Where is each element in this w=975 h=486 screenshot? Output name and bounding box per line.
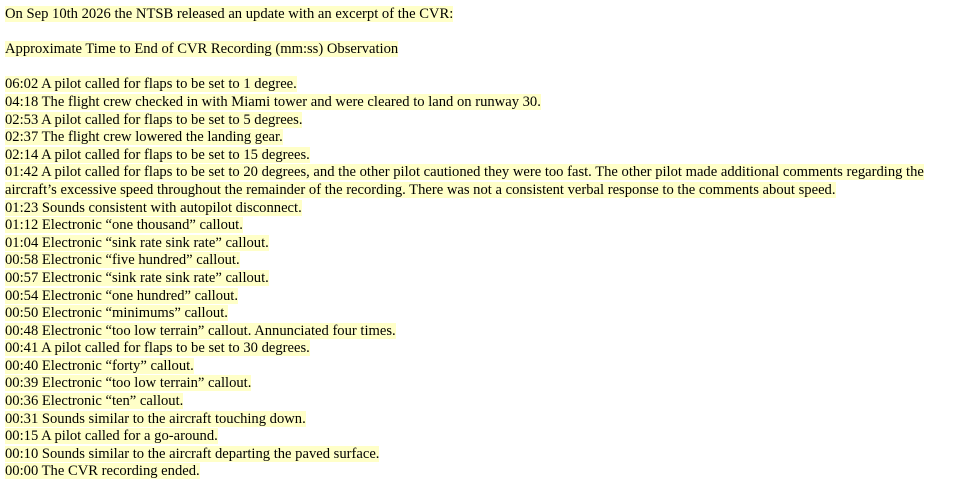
cvr-entries-list	[5, 76, 973, 481]
cvr-entry	[5, 375, 973, 393]
cvr-entry	[5, 217, 973, 235]
cvr-entry	[5, 235, 973, 253]
cvr-entry	[5, 164, 973, 199]
cvr-entry	[5, 358, 973, 376]
cvr-entry	[5, 129, 973, 147]
cvr-entry	[5, 446, 973, 464]
cvr-entry	[5, 112, 973, 130]
cvr-entry	[5, 428, 973, 446]
cvr-entry	[5, 411, 973, 429]
cvr-entry-text: 00:15 A pilot called for a go-around.	[5, 428, 218, 445]
cvr-entry	[5, 323, 973, 341]
heading-text: Approximate Time to End of CVR Recording (mm:ss) Observation	[5, 41, 399, 58]
cvr-entry	[5, 200, 973, 218]
intro-paragraph	[5, 6, 973, 24]
cvr-entry-text: 01:12 Electronic “one thousand” callout.	[5, 217, 243, 234]
table-heading	[5, 41, 973, 59]
cvr-entry	[5, 76, 973, 94]
cvr-entry	[5, 393, 973, 411]
cvr-entry-text: 00:00 The CVR recording ended.	[5, 463, 200, 480]
cvr-entry	[5, 147, 973, 165]
cvr-entry	[5, 463, 973, 481]
cvr-entry-text: 00:40 Electronic “forty” callout.	[5, 357, 194, 374]
cvr-entry-text: 00:31 Sounds similar to the aircraft touching down.	[5, 410, 306, 427]
cvr-entry	[5, 270, 973, 288]
cvr-entry-text: 00:50 Electronic “minimums” callout.	[5, 305, 228, 322]
cvr-entry-text: 02:14 A pilot called for flaps to be set to 15 degrees.	[5, 146, 310, 163]
cvr-entry-text: 04:18 The flight crew checked in with Miami tower and were cleared to land on runway 30.	[5, 93, 541, 110]
cvr-entry-text: 00:10 Sounds similar to the aircraft departing the paved surface.	[5, 445, 380, 462]
cvr-entry-text: 01:04 Electronic “sink rate sink rate” callout.	[5, 234, 269, 251]
cvr-entry-text: 06:02 A pilot called for flaps to be set to 1 degree.	[5, 76, 297, 93]
cvr-entry-text: 00:41 A pilot called for flaps to be set to 30 degrees.	[5, 340, 310, 357]
cvr-entry-text: 00:36 Electronic “ten” callout.	[5, 393, 184, 410]
cvr-entry-text: 00:48 Electronic “too low terrain” callout. Annunciated four times.	[5, 322, 396, 339]
cvr-entry	[5, 305, 973, 323]
cvr-entry-text: 00:58 Electronic “five hundred” callout.	[5, 252, 240, 269]
cvr-entry-text: 00:57 Electronic “sink rate sink rate” callout.	[5, 269, 269, 286]
cvr-entry-text: 00:39 Electronic “too low terrain” callout.	[5, 375, 252, 392]
cvr-entry	[5, 94, 973, 112]
cvr-entry	[5, 340, 973, 358]
cvr-entry-text: 01:23 Sounds consistent with autopilot disconnect.	[5, 199, 302, 216]
intro-text: On Sep 10th 2026 the NTSB released an update with an excerpt of the CVR:	[5, 6, 454, 22]
cvr-entry-text: 02:37 The flight crew lowered the landing gear.	[5, 129, 283, 146]
cvr-entry	[5, 252, 973, 270]
cvr-entry-text: 00:54 Electronic “one hundred” callout.	[5, 287, 239, 304]
cvr-entry-text: 02:53 A pilot called for flaps to be set to 5 degrees.	[5, 111, 303, 128]
cvr-entry-text: 01:42 A pilot called for flaps to be set to 20 degrees, and the other pilot cautioned they were too fast. The other pilot made additional comments regarding the aircraft’s excessive speed throughout the remainder of the recording. There was not a consistent verbal response to the comments about speed.	[5, 164, 924, 198]
document-body	[5, 6, 973, 481]
cvr-entry	[5, 288, 973, 306]
